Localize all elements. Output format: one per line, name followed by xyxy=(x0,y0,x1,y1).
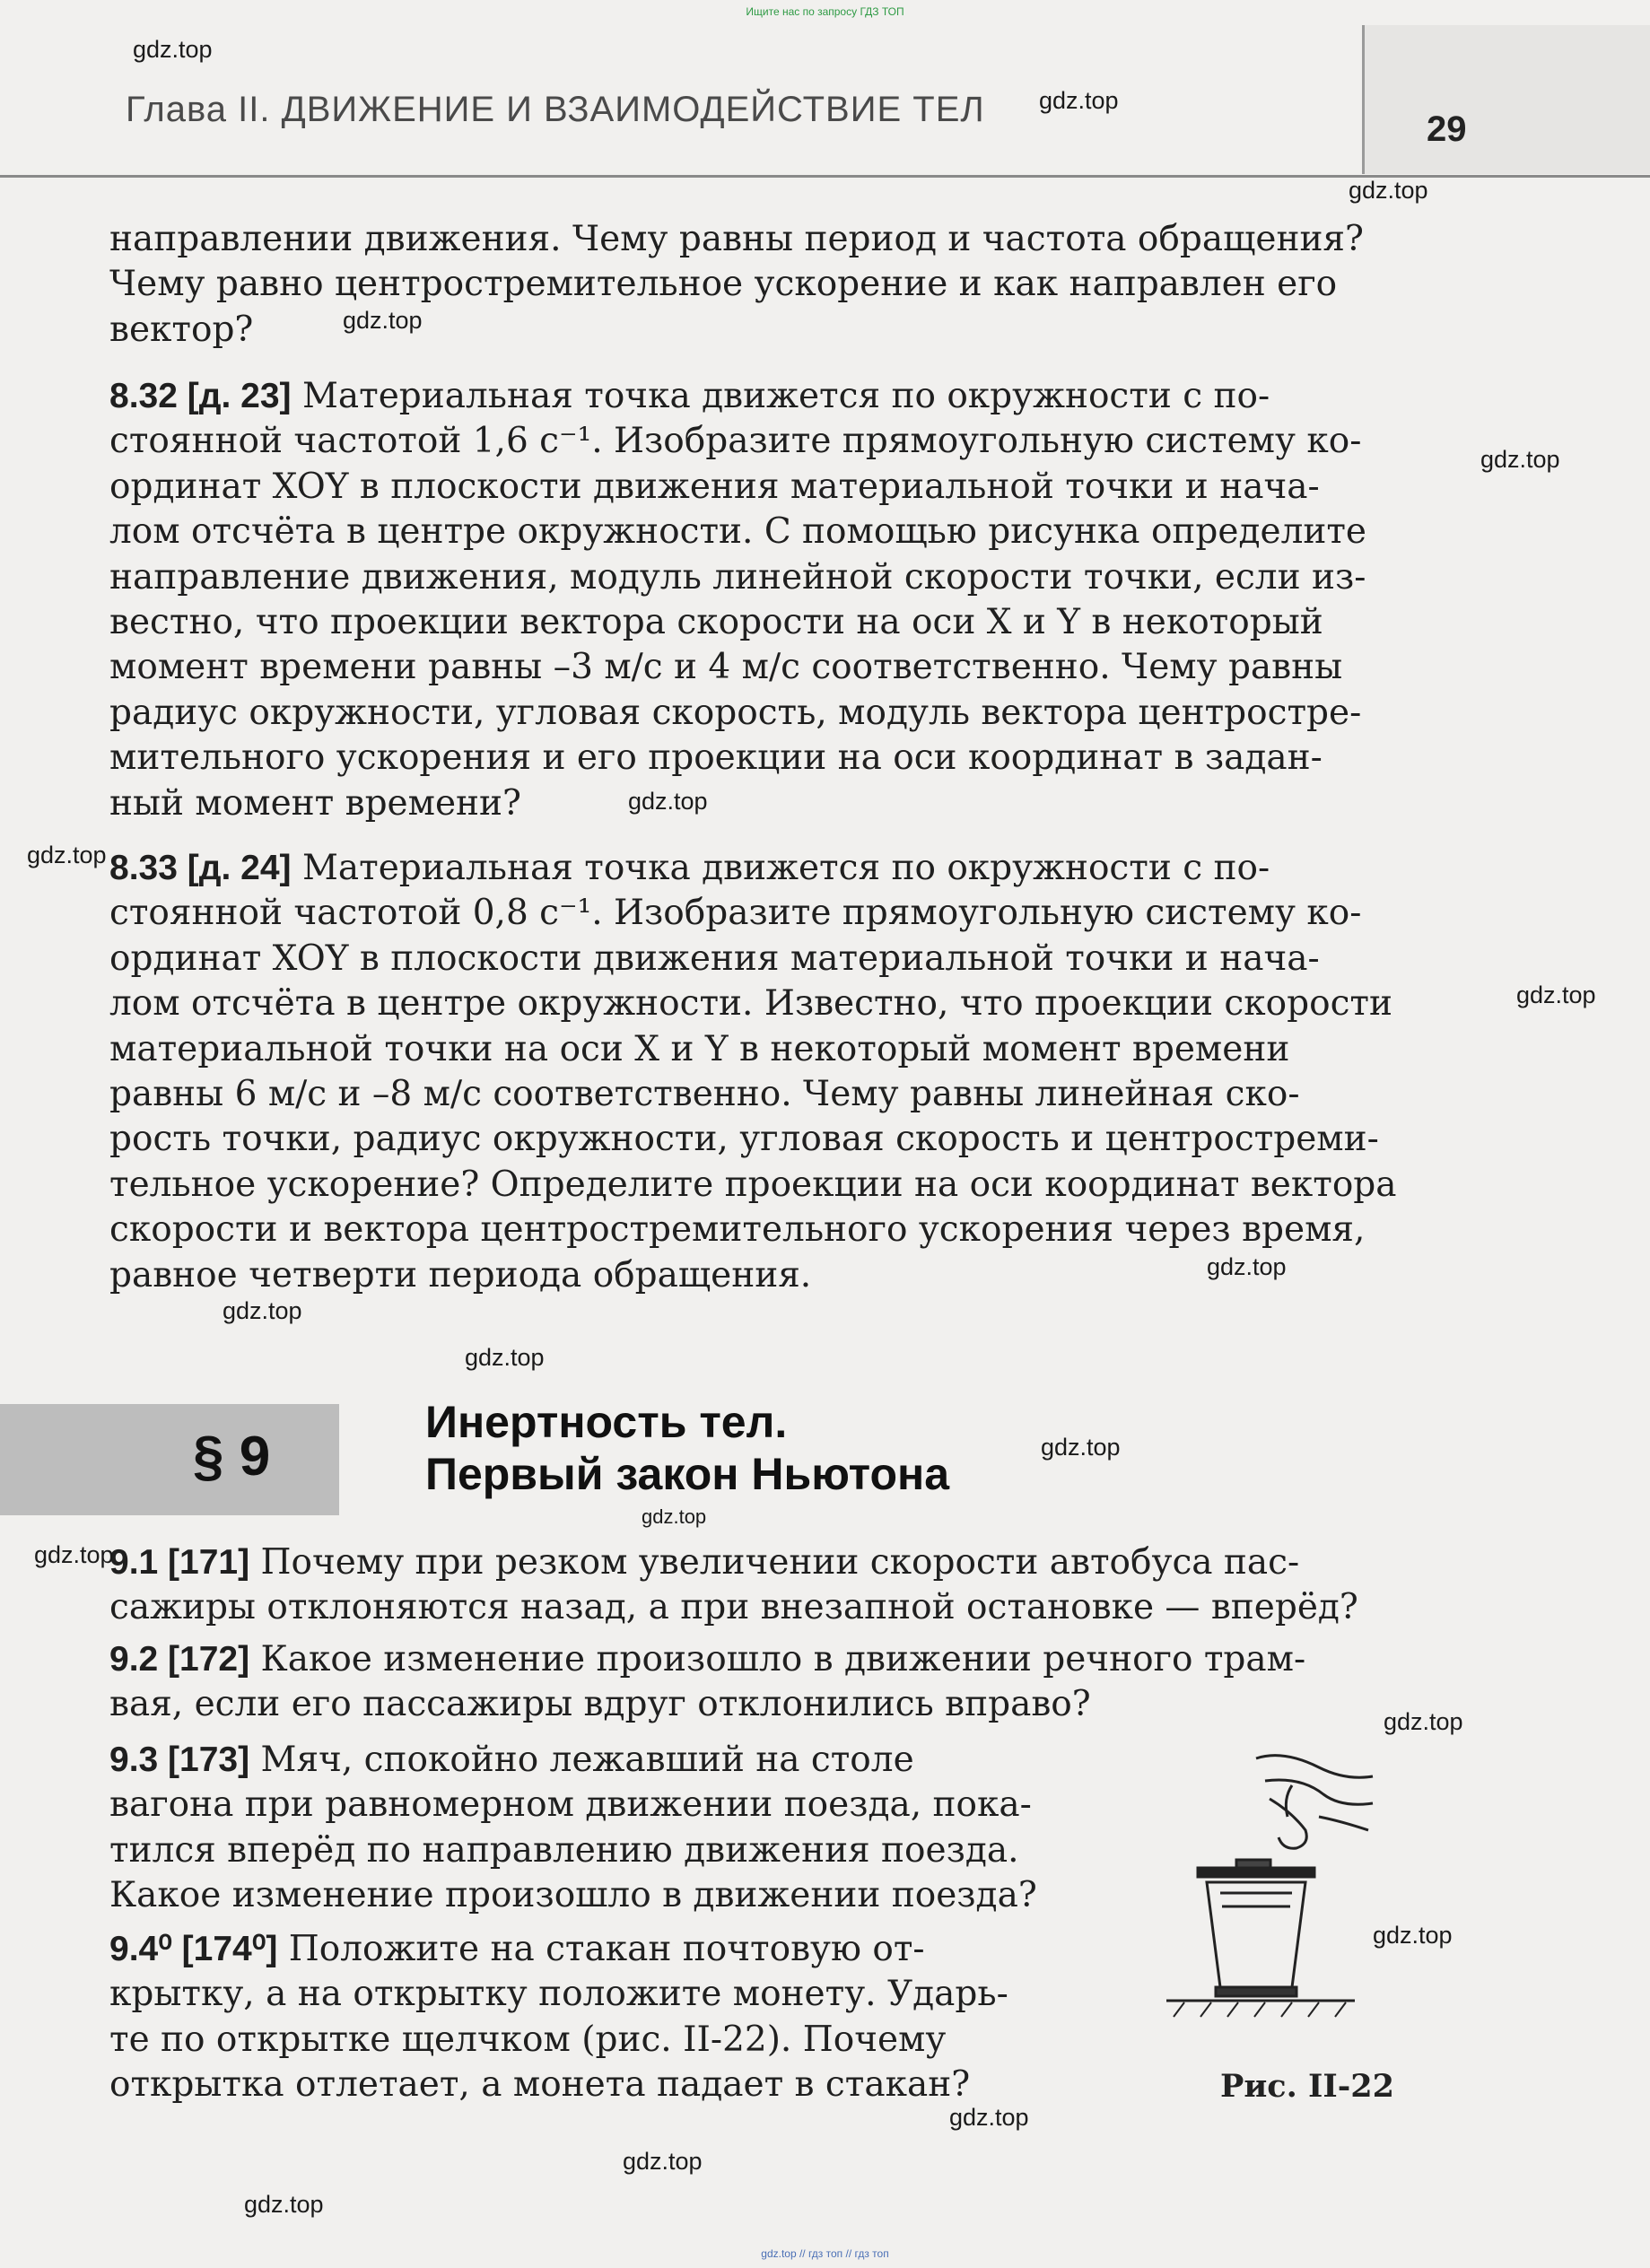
problem-8-32 xyxy=(109,374,1482,826)
watermark: gdz.top xyxy=(623,2148,703,2175)
text-line: вестно, что проекции вектора скорости на оси X и Y в некоторый xyxy=(109,601,1323,642)
watermark: gdz.top xyxy=(465,1344,545,1371)
problem-number: 8.33 [д. 24] xyxy=(109,849,292,887)
text-line: те по открытке щелчком (рис. II-22). Почему xyxy=(109,2019,947,2060)
problem-number: 9.4⁰ [174⁰] xyxy=(109,1930,278,1968)
problem-number: 9.1 [171] xyxy=(109,1543,250,1582)
problem-number: 9.2 [172] xyxy=(109,1640,250,1679)
watermark: gdz.top xyxy=(642,1505,707,1528)
problem-9-3 xyxy=(109,1738,1087,1919)
text-line: момент времени равны –3 м/с и 4 м/с соответственно. Чему равны xyxy=(109,647,1343,688)
text-line-content: Материальная точка движется по окружности с по- xyxy=(301,376,1270,416)
watermark: gdz.top xyxy=(1384,1708,1463,1735)
text-line-content: Материальная точка движется по окружности с по- xyxy=(301,848,1270,888)
glass-icon xyxy=(1166,1860,1355,2017)
figure-caption: Рис. II-22 xyxy=(1220,2068,1394,2105)
problem-number: 8.32 [д. 23] xyxy=(109,377,292,415)
section-band xyxy=(0,1404,339,1515)
text-line: направление движения, модуль линейной скорости точки, если из- xyxy=(109,556,1366,598)
text-line: вагона при равномерном движении поезда, пока- xyxy=(109,1784,1032,1826)
continuation-paragraph xyxy=(109,217,1482,353)
text-line: тельное ускорение? Определите проекции на оси координат вектора xyxy=(109,1164,1397,1205)
bottom-note: gdz.top // гдз топ // гдз топ xyxy=(761,2247,889,2260)
text-line: вектор? xyxy=(109,309,254,350)
text-line: радиус окружности, угловая скорость, модуль вектора центростре- xyxy=(109,692,1362,733)
watermark: gdz.top xyxy=(27,842,107,868)
glass-and-card-figure xyxy=(1148,1732,1418,2037)
text-line: вая, если его пассажиры вдруг отклонились вправо? xyxy=(109,1684,1091,1725)
text-line: открытка отлетает, а монета падает в стакан? xyxy=(109,2064,971,2106)
watermark: gdz.top xyxy=(1349,177,1428,204)
text-line: ординат XOY в плоскости движения материальной точки и нача- xyxy=(109,466,1320,507)
text-line xyxy=(109,374,1482,419)
text-line: тился вперёд по направлению движения поезда. xyxy=(109,1829,1019,1871)
text-line xyxy=(109,1927,1087,1972)
watermark: gdz.top xyxy=(343,307,423,334)
page-number: 29 xyxy=(1427,109,1467,149)
text-line: ный момент времени? xyxy=(109,782,521,824)
text-line: скорости и вектора центростремительного ускорения через время, xyxy=(109,1209,1366,1251)
watermark: gdz.top xyxy=(1039,87,1119,114)
text-line: крытку, а на открытку положите монету. Ударь- xyxy=(109,1974,1008,2015)
problem-9-2 xyxy=(109,1637,1482,1728)
watermark: gdz.top xyxy=(223,1297,302,1324)
text-line-content: Положите на стакан почтовую от- xyxy=(288,1929,925,1969)
text-line: рость точки, радиус окружности, угловая скорость и центростреми- xyxy=(109,1119,1379,1160)
text-line: стоянной частотой 1,6 с⁻¹. Изобразите прямоугольную систему ко- xyxy=(109,421,1362,462)
problem-8-33 xyxy=(109,846,1482,1298)
watermark: gdz.top xyxy=(34,1541,114,1568)
section-title-line: Первый закон Ньютона xyxy=(425,1449,950,1499)
text-line: направлении движения. Чему равны период и частота обращения? xyxy=(109,219,1364,259)
hand-icon xyxy=(1256,1756,1373,1849)
problem-9-4 xyxy=(109,1927,1087,2108)
watermark: gdz.top xyxy=(1207,1253,1287,1280)
watermark: gdz.top xyxy=(1516,981,1596,1008)
text-line: сажиры отклоняются назад, а при внезапной остановке — вперёд? xyxy=(109,1587,1358,1628)
text-line: материальной точки на оси X и Y в некоторый момент времени xyxy=(109,1028,1290,1069)
watermark: gdz.top xyxy=(1041,1434,1121,1461)
text-line: равны 6 м/с и –8 м/с соответственно. Чему равны линейная ско- xyxy=(109,1073,1300,1114)
problem-9-1 xyxy=(109,1540,1482,1631)
text-line xyxy=(109,1637,1482,1682)
text-line-content: Мяч, спокойно лежавший на столе xyxy=(260,1740,914,1780)
watermark: gdz.top xyxy=(949,2104,1029,2131)
text-line: Чему равно центростремительное ускорение и как направлен его xyxy=(109,264,1338,305)
text-line xyxy=(109,1738,1087,1783)
text-line: ординат XOY в плоскости движения материальной точки и нача- xyxy=(109,938,1320,979)
section-title-line: Инертность тел. xyxy=(425,1397,788,1447)
chapter-header: Глава II. ДВИЖЕНИЕ И ВЗАИМОДЕЙСТВИЕ ТЕЛ xyxy=(126,90,985,129)
text-line: стоянной частотой 0,8 с⁻¹. Изобразите прямоугольную систему ко- xyxy=(109,893,1362,934)
page-number-box xyxy=(1362,25,1650,174)
text-line: Какое изменение произошло в движении поезда? xyxy=(109,1875,1037,1916)
watermark: gdz.top xyxy=(1480,446,1560,473)
text-line: мительного ускорения и его проекции на оси координат в задан- xyxy=(109,737,1323,779)
section-title xyxy=(425,1396,949,1500)
section-mark: § 9 xyxy=(193,1426,271,1487)
watermark: gdz.top xyxy=(133,36,213,63)
text-line-content: Какое изменение произошло в движении речного трам- xyxy=(260,1639,1306,1679)
text-line: равное четверти периода обращения. xyxy=(109,1254,812,1295)
watermark: gdz.top xyxy=(244,2191,324,2218)
top-note: Ищите нас по запросу ГДЗ ТОП xyxy=(746,5,904,18)
watermark: gdz.top xyxy=(628,788,708,815)
watermark: gdz.top xyxy=(1373,1922,1453,1949)
text-line xyxy=(109,1540,1482,1585)
text-line xyxy=(109,846,1482,891)
text-line: лом отсчёта в центре окружности. Известно, что проекции скорости xyxy=(109,983,1392,1025)
text-line: лом отсчёта в центре окружности. С помощью рисунка определите xyxy=(109,511,1366,553)
problem-number: 9.3 [173] xyxy=(109,1740,250,1779)
text-line-content: Почему при резком увеличении скорости автобуса пас- xyxy=(260,1542,1300,1583)
